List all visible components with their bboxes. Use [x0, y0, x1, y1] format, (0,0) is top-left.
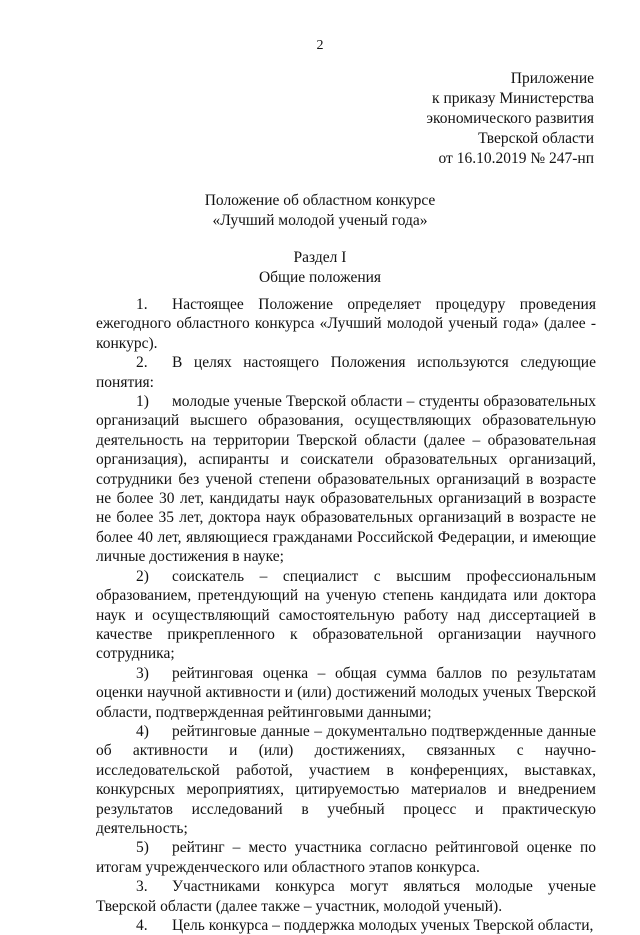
paragraph-number: 2): [136, 567, 149, 585]
paragraph-text: рейтинг – место участника согласно рейтинговой оценке по итогам учрежденческого или областного этапов конкурса.: [96, 839, 596, 876]
paragraph-text: Участниками конкурса могут являться молодые ученые Тверской области (далее также – участник, молодой ученый).: [96, 878, 596, 915]
paragraph-number: 1.: [136, 296, 148, 313]
paragraph-text: Цель конкурса – поддержка молодых ученых Тверской области,: [172, 917, 594, 934]
paragraph-number: 4.: [136, 917, 148, 934]
appendix-line: от 16.10.2019 № 247-нп: [438, 150, 594, 167]
paragraph-number: 2.: [136, 354, 148, 372]
paragraph-text: соискатель – специалист с высшим профессиональным образованием, претендующий на ученую степень кандидата или доктора наук и осуществляющий самостоятельную работу над диссертацией в качестве прикрепленного к образовательной организации научного сотрудника;: [96, 567, 596, 663]
paragraph-number: 4): [136, 722, 149, 740]
paragraph-number: 1): [136, 393, 149, 411]
paragraph-number: 3): [136, 664, 149, 682]
section-name: Общие положения: [258, 269, 382, 286]
paragraph-number: 3.: [136, 878, 148, 896]
paragraph: [96, 295, 596, 353]
paragraph: [96, 877, 596, 916]
paragraph: [96, 392, 596, 567]
appendix-line: Приложение: [510, 70, 594, 87]
paragraph: [96, 722, 596, 838]
paragraph: [96, 567, 596, 664]
paragraph: [96, 353, 596, 392]
paragraph-text: рейтинговые данные – документально подтвержденные данные об активности и (или) достижениях, связанных с научно-исследовательской работой, участием в конференциях, выставках, конкурсных мероприятиях, цитируемостью материалов и внедрением результатов исследований в учебный процесс и практическую деятельность;: [96, 722, 596, 837]
appendix-line: экономического развития: [426, 110, 594, 127]
section-heading: [0, 248, 640, 288]
document-body: [96, 295, 596, 935]
appendix-line: к приказу Министерства: [432, 90, 594, 107]
paragraph-text: молодые ученые Тверской области – студенты образовательных организаций высшего образования, осуществляющих образовательную деятельность на территории Тверской области (далее – образовательная организация), аспиранты и соискатели образовательных организаций, сотрудники без ученой степени образовательных организаций в возрасте не более 30 лет, кандидаты наук образовательных организаций в возрасте не более 35 лет, доктора наук образовательных организаций в возрасте не более 40 лет, являющиеся гражданами Российской Федерации, и имеющие личные достижения в науке;: [96, 393, 596, 566]
appendix-block: [426, 69, 594, 169]
paragraph-number: 5): [136, 839, 149, 857]
title-line: Положение об областном конкурсе: [204, 192, 436, 209]
paragraph: [96, 838, 596, 877]
paragraph: [96, 916, 596, 935]
appendix-line: Тверской области: [478, 130, 594, 147]
page-number: 2: [316, 38, 324, 53]
paragraph-text: В целях настоящего Положения используются следующие понятия:: [96, 354, 596, 391]
document-title: [0, 191, 640, 231]
paragraph-text: рейтинговая оценка – общая сумма баллов по результатам оценки научной активности и (или) достижений молодых ученых Тверской области, подтвержденная рейтинговыми данными;: [96, 664, 596, 721]
paragraph-text: Настоящее Положение определяет процедуру проведения ежегодного областного конкурса «Лучший молодой ученый года» (далее - конкурс).: [96, 296, 596, 352]
section-number: Раздел I: [293, 249, 347, 266]
title-line: «Лучший молодой ученый года»: [212, 212, 428, 229]
paragraph: [96, 664, 596, 722]
